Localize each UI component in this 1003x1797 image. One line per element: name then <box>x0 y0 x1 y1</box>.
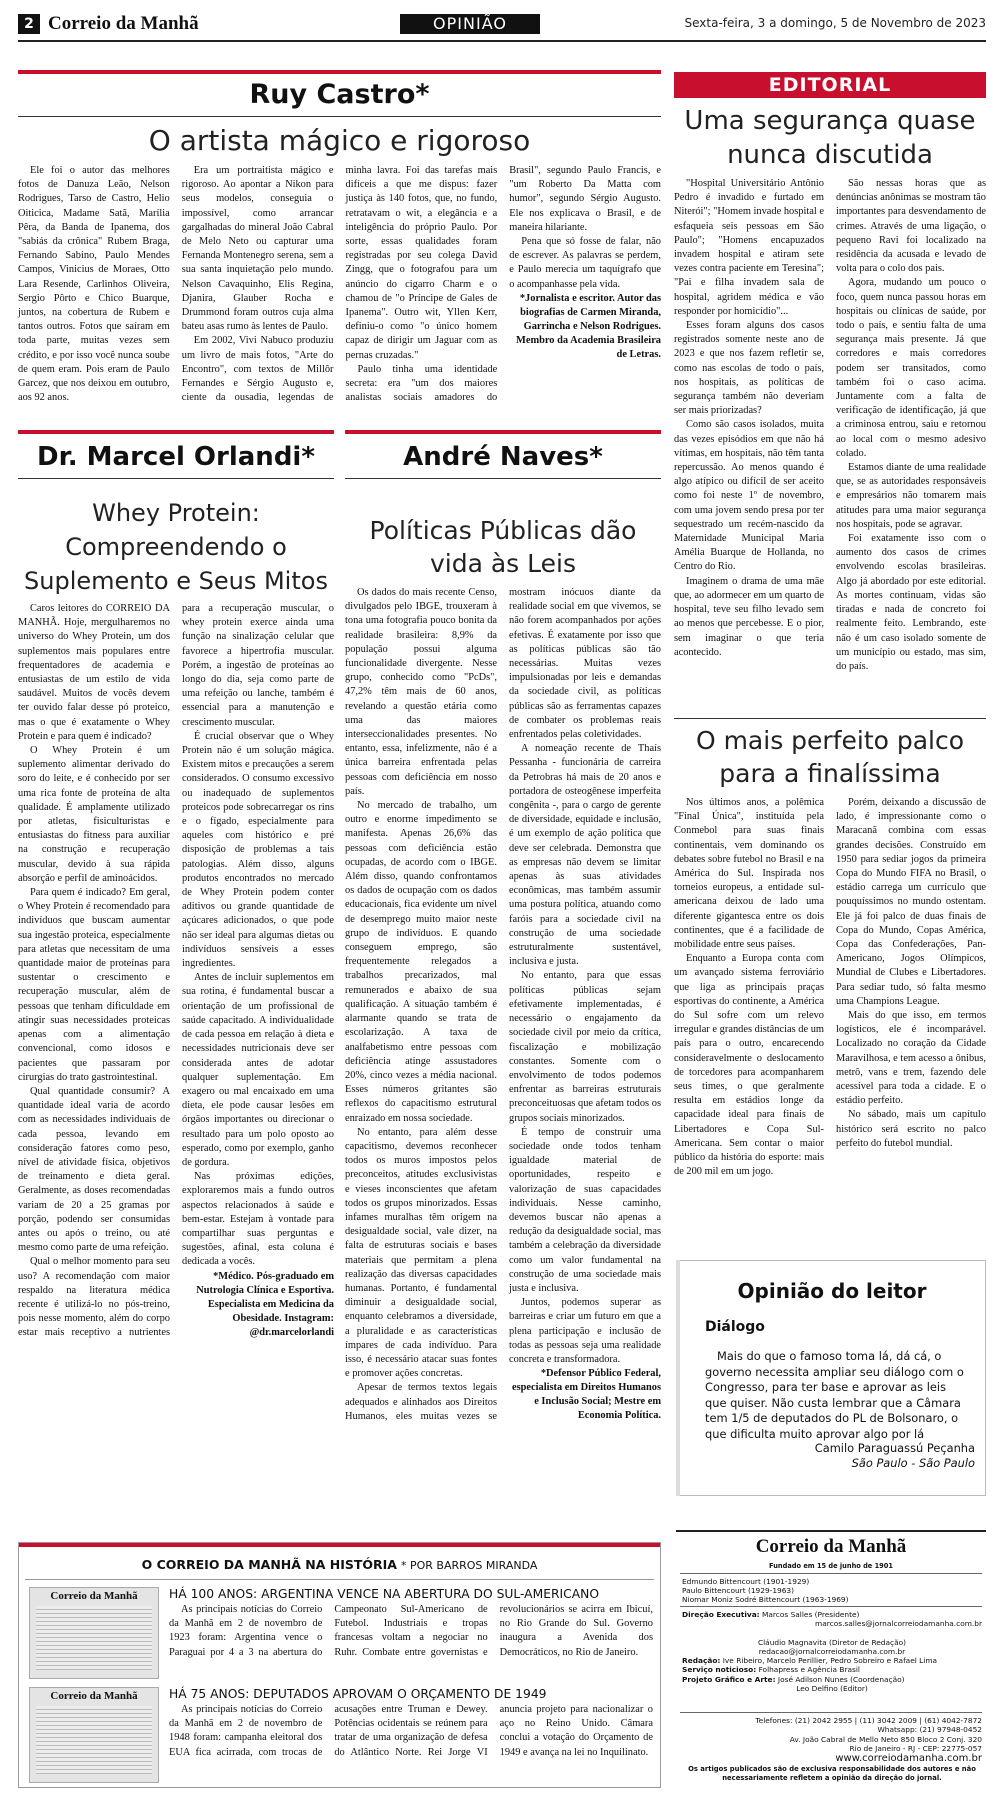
marcel-author: Dr. Marcel Orlandi* <box>37 442 315 472</box>
page-number: 2 <box>18 14 40 34</box>
disclaimer: Os artigos publicados são de exclusiva responsabilidade dos autores e não necessariamente refletem a opinião da direção do jornal. <box>688 1765 976 1782</box>
page-header <box>18 12 986 38</box>
paragraph: Juntos, podemos superar as barreiras e criar um futuro em que a plena participação e inclusão de todas as pessoas seja uma realidade concreta e transformadora. <box>509 1297 661 1365</box>
editorial-body <box>674 177 986 717</box>
ruy-author: Ruy Castro* <box>249 79 430 110</box>
label: Projeto Gráfico e Arte: <box>682 1674 776 1684</box>
paragraph: Apesar de termos textos legais adequados e alinhados aos Direitos Humanos, eles muitas vezes se mostram inócuos diante da realidade social em que vivemos, se não forem acompanhados por ações efetivas. É exatamente por isso que as políticas públicas são tão necessárias. Muitas vezes impulsionadas por leis e demandas da sociedade civil, as políticas públicas são as ferramentas capazes de combater os problemas reais enfrentados pelas coletividades. <box>345 587 661 1422</box>
paragraph: No entanto, para além desse capacitismo, devemos reconhecer todos os muros impostos pelos preconceitos, atitudes exclusivistas e vieses inconscientes que afetam todos os grupos minorizados. Essas infames muralhas têm origem na desigualdade social, vale dizer, na falta de estruturas sociais e bases materiais que permitam a plena realização das diversas capacidades humanas. Portanto, é fundamental diminuir a desigualdade social, enquanto celebramos a diversidade, a pluralidade e as características ímpares de cada indivíduo. Para isso, é necessário atacar suas fontes e promover ações concretas. <box>345 1126 497 1380</box>
paragraph: Imaginem o drama de uma mãe que, ao adormecer em um quarto de hospital, teve seu filho levado sem ao menos que percebesse. E o pior, sem imaginar o que teria acontecido. <box>674 575 824 658</box>
staff <box>682 1610 982 1693</box>
paragraph: No sábado, mais um capítulo histórico será escrito no palco perfeito do futebol mundial. <box>836 1109 986 1149</box>
value: Marcos Salles (Presidente) <box>762 1610 860 1619</box>
paragraph: Como são casos isolados, muita das vezes episódios em que não há vítimas, em hospitais, não têm tanta repercussão. Ao menos quando é algo atípico ou difícil de ser aceito como foi neste 1º de novembro, com uma jovem sendo presa por ter sequestrado um recém-nascido da Maternidade Municipal Maria Amélia Buarque de Hollanda, no Centro do Rio. <box>674 419 824 573</box>
history-title-text: O CORREIO DA MANHÃ NA HISTÓRIA <box>141 1557 397 1572</box>
contact <box>682 1716 982 1782</box>
reader-accent <box>676 1260 680 1496</box>
paragraph: Porém, deixando a discussão de lado, é impressionante como o Maracanã combina com essas grandes decisões. Construído em 1950 para sediar jogos da primeira Copa do Mundo FIFA no Brasil, o estádio carrega um currículo que pouquíssimos no mundo ostentam. Ele já foi palco de duas finais de Copa do Mundo, Copas América, Copa das Confederações, Pan-Americano, Jogos Olímpicos, Mundial de Clubes e Libertadores. Para sediar tudo, só falta mesmo uma Champions League. <box>836 797 986 1007</box>
paragraph: Agora, mudando um pouco o foco, quem nunca passou horas em hospitais ou clínicas de saúde, por todo o país, e sentiu falta de uma segurança mais presente. Já que corredores e mais corredores podem ser transitados, como também foi o caso acima. Juntamente com a falta de verificação de identificação, já que a criminosa entrou, saiu e retornou ao local com o mesmo adesivo colado. <box>836 277 986 459</box>
final-body <box>674 796 986 1226</box>
paragraph: O Whey Protein é um suplemento alimentar derivado do soro do leite, e é conhecido por ser uma rica fonte de proteína de alta qualidade. É amplamente utilizado por atletas, fisiculturistas e entusiastas do fitness para auxiliar na construção e recuperação muscular, devido à sua rápida absorção e perfil de aminoácidos. <box>18 745 170 884</box>
paragraph: É tempo de construir uma sociedade onde todos tenham igualdade material de oportunidades, respeito e valorização de suas capacidades individuais. Nesse caminho, devemos buscar não apenas a redução da desigualdade social, mas também a celebração da diversidade como um valor fundamental na construção de uma sociedade mais justa e inclusiva. <box>509 1126 661 1294</box>
paragraph: No entanto, para que essas políticas públicas sejam efetivamente implementadas, é necessário o engajamento da sociedade civil por meio da crítica, fiscalização e mobilização constantes. Somente com o envolvimento de todos podemos enfrentar as barreiras estruturais preconceituosas que afetam todos os grupos sociais minorizados. <box>509 970 661 1124</box>
paragraph: Para quem é indicado? Em geral, o Whey Protein é recomendado para indivíduos que buscam aumentar sua ingestão proteica, especialmente para atletas que necessitam de uma quantidade maior de proteínas para sustentar o crescimento e recuperação muscular, além de pessoas que tenham dificuldade em atingir suas necessidades proteicas apenas com a alimentação convencional, como idosos e pacientes que passaram por cirurgias do trato gastrointestinal. <box>18 887 170 1083</box>
history-thumb-1 <box>29 1587 159 1679</box>
paragraph: Enquanto a Europa conta com um avançado sistema ferroviário que liga as principais praças esportivas do continente, a América do Sul sofre com um relevo irregular e grandes distâncias de um país para o outro, encarecendo consideravelmente o deslocamento de torcedores para acompanharem seus times, o que geralmente resulta em estádios longe da capacidade ideal para finais de Libertadores e Copa Sul-Americana. Sem contar o maior público da história do esporte: mais de 200 mil em um jogo. <box>674 953 824 1178</box>
editorial-banner <box>674 72 986 98</box>
label: Redação: <box>682 1656 721 1666</box>
paragraph: "Hospital Universitário Antônio Pedro é invadido e furtado em Niterói"; "Homem invade hospital e esfaqueia seis pessoas em São Paulo"; "Homens encapuzados invadem hospital e atiram sete vezes contra paciente em Teresina"; "Pai e filha invadem sala de hospital, agridem médica e vão responder por homicídio"... <box>674 178 824 317</box>
paragraph: Era um portraitista mágico e rigoroso. Ao apontar a Nikon para seus modelos, conseguia o impossível, como arrancar gargalhadas do mineral João Cabral de Melo Neto ou capturar uma Fernanda Montenegro serena, sem a sua santa inquietação pelo mundo. Nelson Cavaquinho, Elis Regina, Djanira, Glauber Rocha e Drummond foram outros cuja alma bateu asas rumo às lentes de Paulo. <box>181 165 334 333</box>
address: Rio de Janeiro - RJ - CEP: 22775-057 <box>849 1743 982 1753</box>
andre-signature: *Defensor Público Federal, especialista em Direitos Humanos e Inclusão Social; Mestre em Economia Política. <box>511 1368 661 1422</box>
whatsapp: Whatsapp: (21) 97948-0452 <box>877 1725 982 1735</box>
andre-title: Políticas Públicas dão vida às Leis <box>369 516 637 578</box>
editorial-label: EDITORIAL <box>768 74 892 96</box>
reader-title: Opinião do leitor <box>737 1279 927 1303</box>
marcel-signature: *Médico. Pós-graduado em Nutrologia Clínica e Esportiva. Especialista em Medicina da Obesidade. Instagram: @dr.marcelorlandi <box>196 1270 334 1338</box>
history-byline: * POR BARROS MIRANDA <box>400 1559 538 1572</box>
founder: Niomar Moniz Sodré Bittencourt (1963-1969) <box>682 1595 849 1604</box>
history-box <box>18 1542 661 1788</box>
paragraph: Os dados do mais recente Censo, divulgados pelo IBGE, trouxeram à tona uma fotografia pouco bonita da realidade brasileira: 8,9% da população possui alguma funcionalidade divergente. Nesse grupo, conhecido como "PcDs", 47,2% têm mais de 60 anos, revelando a questão etária como uma das maiores interseccionalidades presentes. No entanto, essa, infelizmente, não é a única barreira enfrentada pelas pessoas com deficiência em nosso país. <box>345 587 497 797</box>
site-link[interactable]: www.correiodamanha.com.br <box>835 1753 982 1765</box>
email[interactable]: marcos.salles@jornalcorreiodamanha.com.br <box>815 1619 982 1629</box>
value: Folhapress e Agência Brasil <box>758 1665 860 1675</box>
reader-city: São Paulo - São Paulo <box>851 1456 975 1470</box>
masthead-small: Correio da Manhã <box>48 13 199 34</box>
paragraph: Pena que só fosse de falar, não de escrever. As palavras se perdem, e Paulo merecia um taquígrafo que o acompanhasse pela vida. <box>509 236 661 290</box>
email[interactable]: redacao@jornalcorreiodamanha.com.br <box>758 1646 906 1656</box>
value: José Adilson Nunes (Coordenação) <box>777 1674 905 1684</box>
paragraph: A nomeação recente de Thaís Pessanha - funcionária de carreira da Petrobras há mais de 20 anos e portadora de osteogênese imperfeita congênita -, para o cargo de gerente de diversidade, equidade e inclusão, é um exemplo de ação política que deve ser celebrada. Demonstra que as empresas não devem se limitar apenas às suas atividades econômicas, mas também assumir uma postura política, atuando como faróis para a sociedade civil na construção de uma sociedade estruturalmente sustentável, inclusiva e justa. <box>509 743 661 968</box>
founder: Paulo Bittencourt (1929-1963) <box>682 1586 795 1595</box>
paragraph: Paulo tinha uma identidade secreta: era "um dos maiores analistas sociais amadores do Brasil", segundo Paulo Francis, e "um Roberto Da Matta com humor", segundo Sérgio Augusto. Ele nos explicava o Brasil, e de maneira hilariante. <box>345 165 661 404</box>
reader-subtitle: Diálogo <box>705 1319 765 1335</box>
editorial-title: Uma segurança quase nunca discutida <box>684 106 976 170</box>
ruy-body <box>18 164 661 419</box>
thumb-masthead: Correio da Manhã <box>50 1690 138 1702</box>
paragraph: Em 2002, Vivi Nabuco produziu um livro de mais fotos, "Arte do Encontro", com textos de Millôr Fernandes e Sérgio Augusto e, ciente da ousadia, legendas de minha lavra. Foi das tarefas mais difíceis a que me dispus: fazer justiça às 140 fotos, que, no fundo, retratavam o wit, a elegância e a inteligência do próprio Paulo. Por sorte, essas qualidades foram registradas por seu colega David Zingg, que o fotografou para um anúncio do cigarro Charm e o chamou de "o Príncipe de Gales de Ipanema". Outro wit, Yllen Kerr, definiu-o como "o único homem capaz de dirigir um Jaguar com as pernas cruzadas." <box>181 165 498 404</box>
history-text-2: As principais notícias do Correio da Manhã em 2 de novembro de 1948 foram: campanha eleitoral dos EUA fica acirrada, com trocas de acusações entre Truman e Dewey. Potências ocidentais se reúnem para tratar de uma organização de defesa do Atlântico Norte. Rei Jorge VI anuncia projeto para nacionalizar o aço no Reino Unido. Câmara conclui a votação do Orçamento de 1949 e avança na lei no Inquilinato. <box>169 1704 653 1758</box>
masthead-box <box>676 1530 986 1788</box>
paragraph: Esses foram alguns dos casos registrados somente neste ano de 2023 e que nos fazem refletir se, como nas escolas de todo o país, nos hospitais, as políticas de segurança também não deveriam ser mais priorizadas? <box>674 320 824 417</box>
marcel-title: Whey Protein: Compreendendo o Suplemento e Seus Mitos <box>24 499 328 595</box>
thumb-masthead: Correio da Manhã <box>50 1590 138 1602</box>
history-text-1: As principais notícias do Correio da Manhã em 2 de novembro de 1923 foram: Argentina vence o Paraguai por 4 a 3 na abertura do Campeonato Sul-Americano de Futebol. Industriais e tropas francesas voltam a negociar no Ruhr. Combate entre governistas e revolucionários se acirra em Ibicuí, no Rio Grande do Sul. Governo inaugura a Avenida dos Democráticos, no Rio de Janeiro. <box>169 1604 653 1658</box>
paragraph: Antes de incluir suplementos em sua rotina, é fundamental buscar a orientação de um profissional de saúde capacitado. A individualidade de cada pessoa em relação à dieta e necessidades nutricionais deve ser considerada antes de adotar qualquer suplementação. Em exagero ou mal encaixado em uma dieta, ele pode causar lesões em órgãos importantes ou direcionar o resultado para um polo oposto ao esperado, como por exemplo, ganho de gordura. <box>182 972 334 1168</box>
andre-author: André Naves* <box>403 442 603 472</box>
paragraph: Ele foi o autor das melhores fotos de Danuza Leão, Nelson Rodrigues, Tarso de Castro, Helio Oiticica, Madame Satã, Marília Pêra, da Banda de Ipanema, dos "sabiás da crônica" Rubem Braga, Fernando Sabino, Paulo Mendes Campos, Vinicius de Moraes, Otto Lara Resende, Carlinhos Oliveira, Sergio Pôrto e Chico Buarque, juntos, na cobertura de Rubem e tantos outros. Fotos que saíram em toda parte, muitas vezes sem crédito, e por isso você nunca soube de quem eram. Pois eram de Paulo Garcez, que nos deixou em outubro, aos 92 anos. <box>18 165 170 404</box>
address: Av. João Cabral de Mello Neto 850 Bloco 2 Conj. 320 <box>789 1734 982 1744</box>
paragraph: Caros leitores do CORREIO DA MANHÃ. Hoje, mergulharemos no universo do Whey Protein, um dos suplementos mais populares entre frequentadores de academia e entusiastas de um estilo de vida saudável. Muitos de vocês devem ter ouvido falar desse pó proteico, mas o que é exatamente o Whey Protein e para quem é indicado? <box>18 603 170 742</box>
value: Ive Ribeiro, Marcelo Perillier, Pedro Sobreiro e Rafael Lima <box>722 1656 938 1666</box>
reader-box <box>676 1260 986 1496</box>
reader-name: Camilo Paraguassú Peçanha <box>814 1441 975 1455</box>
edition-date: Sexta-feira, 3 a domingo, 5 de Novembro de 2023 <box>684 16 986 30</box>
ruy-signature: *Jornalista e escritor. Autor das biografias de Carmen Miranda, Garrincha e Nelson Rodrigues. Membro da Academia Brasileira de Letras. <box>516 292 661 360</box>
paragraph: Estamos diante de uma realidade que, se as autoridades responsáveis e empresários não tomarem mais atitudes para uma maior segurança nos hospitais, pode se agravar. <box>836 462 986 530</box>
ruy-title: O artista mágico e rigoroso <box>148 124 531 157</box>
masthead-logo: Correio da Manhã <box>755 1536 907 1557</box>
value: Cláudio Magnavita (Diretor de Redação) <box>757 1637 907 1647</box>
label: Direção Executiva: <box>682 1610 760 1619</box>
reader-letter: Mais do que o famoso toma lá, dá cá, o governo necessita ampliar seu diálogo com o Congresso, para ter base e aprovar as leis que quiser. Não custa lembrar que a Câmara tem 1/5 de deputados do PL de Bolsonaro, o que dificulta muito aprovar algo por lá <box>705 1349 964 1441</box>
paragraph: Qual o melhor momento para seu uso? A recomendação com maior respaldo na literatura médica recente é utilizá-lo no pós-treino, pois nesse momento, além do corpo estar mais receptivo a nutrientes para a recuperação muscular, o whey protein exerce ainda uma função na sinalização celular que favorece a hipertrofia muscular. Porém, a ingestão de proteínas ao longo do dia, seja como parte de uma refeição ou lanche, também é essencial para a manutenção e crescimento muscular. <box>18 603 334 1339</box>
label: Serviço noticioso: <box>682 1665 757 1675</box>
history-head-1: HÁ 100 ANOS: ARGENTINA VENCE NA ABERTURA DO SUL-AMERICANO <box>169 1587 600 1601</box>
phones: Telefones: (21) 2042 2955 | (11) 3042 2009 | (61) 4042-7872 <box>755 1716 982 1725</box>
history-head-2: HÁ 75 ANOS: DEPUTADOS APROVAM O ORÇAMENTO DE 1949 <box>169 1687 547 1701</box>
paragraph: É crucial observar que o Whey Protein não é um solução mágica. Existem mitos e precauções a serem considerados. O consumo excessivo ou inadequado de suplementos proteicos pode sobrecarregar os rins e o fígado, especialmente para aqueles com histórico e pré disposição de problemas a tais patologias. Além disso, alguns produtos encontrados no mercado de Whey Protein podem conter aditivos ou grande quantidade de açúcares adicionados, o que pode não ser ideal para algumas dietas ou indivíduos sensíveis a esses ingredientes. <box>182 730 334 970</box>
paragraph: Qual quantidade consumir? A quantidade ideal varia de acordo com as necessidades individuais de cada pessoa, levando em consideração fatores como peso, nível de atividade física, objetivos de treinamento e dieta geral. Geralmente, as doses recomendadas variam de 20 a 25 gramas por porção, podendo ser consumidas antes ou após o treino, ou até mesmo como parte de uma refeição. <box>18 1085 170 1254</box>
final-title: O mais perfeito palco para a finalíssima <box>695 726 965 788</box>
history-title <box>19 1557 660 1572</box>
paragraph: Foi exatamente isso com o aumento dos casos de crimes envolvendo escolas brasileiras. Algo já abordado por este editorial. As mortes continuam, vidas são tiradas e nada de concreto foi realmente feito. Lembrando, este não é um caso isolado somente de um município ou estado, mas sim, do país. <box>836 533 986 672</box>
paragraph: Nas próximas edições, exploraremos mais a fundo outros aspectos relacionados à saúde e bem-estar. Estejam à vontade para compartilhar suas perguntas e sugestões, afinal, esta coluna é dedicada a vocês. <box>182 1171 334 1268</box>
paragraph: No mercado de trabalho, um outro e enorme impedimento se manifesta. Apenas 26,6% das pessoas com deficiência estão ocupadas, de acordo com o IBGE. Além disso, quando confrontamos os dados de ocupação com os dados educacionais, fica evidente um nível de desemprego muito maior neste grupo de indivíduos. E quando conseguem emprego, são frequentemente relegados a trabalhos precarizados, mal remunerados e abaixo de sua qualificação. A situação também é alarmante quando se trata de escolarização. A taxa de analfabetismo entre pessoas com deficiência atinge assustadores 20%, cinco vezes a média nacional. Esses números gritantes são reflexos do capacitismo estrutural enraizado em nossa sociedade. <box>345 800 497 1124</box>
founded-line: Fundado em 15 de junho de 1901 <box>769 1562 893 1570</box>
section-label: OPINIÃO <box>400 14 540 34</box>
founders <box>682 1577 849 1604</box>
value: Leo Delfino (Editor) <box>796 1684 868 1694</box>
history-thumb-2 <box>29 1687 159 1783</box>
paragraph: Nos últimos anos, a polêmica "Final Única", instituída pela Conmebol para suas finais continentais, vem dominando os debates sobre futebol no Brasil e na América do Sul. Inspirada nos torneios europeus, a entidade sul-americana deixou de lado uma diferente gigantesca entre os dois continentes, que é a facilidade de mobilidade entre seus países. <box>674 797 824 951</box>
founder: Edmundo Bittencourt (1901-1929) <box>682 1577 810 1586</box>
paragraph: São nessas horas que as denúncias anônimas se mostram tão importantes para desvendamento de crimes. Através de uma ligação, o pequeno Ravi foi localizado na residência da acusada e levado de volta para o colo dos pais. <box>836 178 986 275</box>
paragraph: Mais do que isso, em termos logísticos, ele é incomparável. Localizado no coração da Cidade Maravilhosa, e tem acesso a ônibus, metrô, vans e trem, fazendo dele acessível para toda a cidade. E o estádio perfeito. <box>836 1010 986 1107</box>
